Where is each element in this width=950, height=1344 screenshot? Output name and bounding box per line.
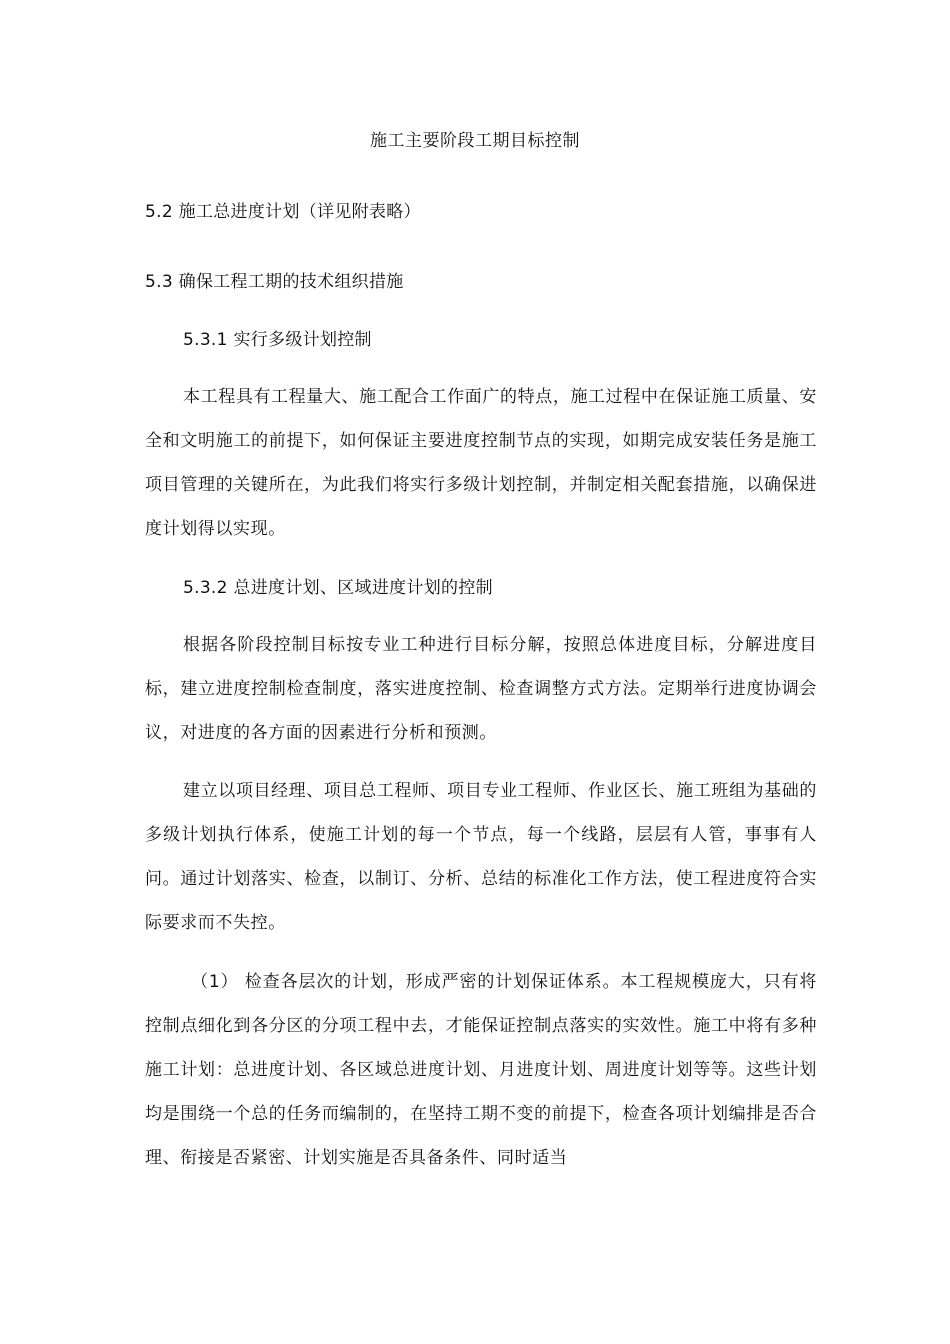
section-heading-5-3: 5.3 确保工程工期的技术组织措施: [145, 272, 404, 292]
document-title: 施工主要阶段工期目标控制: [370, 131, 580, 151]
subsection-heading-5-3-2: 5.3.2 总进度计划、区域进度计划的控制: [183, 578, 493, 598]
paragraph-execution-system: 建立以项目经理、项目总工程师、项目专业工程师、作业区长、施工班组为基础的多级计划执行体系，使施工计划的每一个节点，每一个线路，层层有人管，事事有人问。通过计划落实、检查，以制订、分析、总结的标准化工作方法，使工程进度符合实际要求而不失控。: [145, 781, 817, 933]
paragraph-target-breakdown: 根据各阶段控制目标按专业工种进行目标分解，按照总体进度目标，分解进度目标，建立进度控制检查制度，落实进度控制、检查调整方式方法。定期举行进度协调会议，对进度的各方面的因素进行分析和预测。: [145, 635, 817, 743]
paragraph-multilevel-plan: 本工程具有工程量大、施工配合工作面广的特点，施工过程中在保证施工质量、安全和文明施工的前提下，如何保证主要进度控制节点的实现，如期完成安装任务是施工项目管理的关键所在，为此我们将实行多级计划控制，并制定相关配套措施，以确保进度计划得以实现。: [145, 387, 817, 539]
subsection-heading-5-3-1: 5.3.1 实行多级计划控制: [183, 330, 372, 350]
paragraph-item-1: （1） 检查各层次的计划，形成严密的计划保证体系。本工程规模庞大，只有将控制点细化到各分区的分项工程中去，才能保证控制点落实的实效性。施工中将有多种施工计划：总进度计划、各区域总进度计划、月进度计划、周进度计划等等。这些计划均是围绕一个总的任务而编制的，在坚持工期不变的前提下，检查各项计划编排是否合理、衔接是否紧密、计划实施是否具备条件、同时适当: [145, 972, 817, 1168]
section-heading-5-2: 5.2 施工总进度计划（详见附表略）: [145, 202, 421, 222]
